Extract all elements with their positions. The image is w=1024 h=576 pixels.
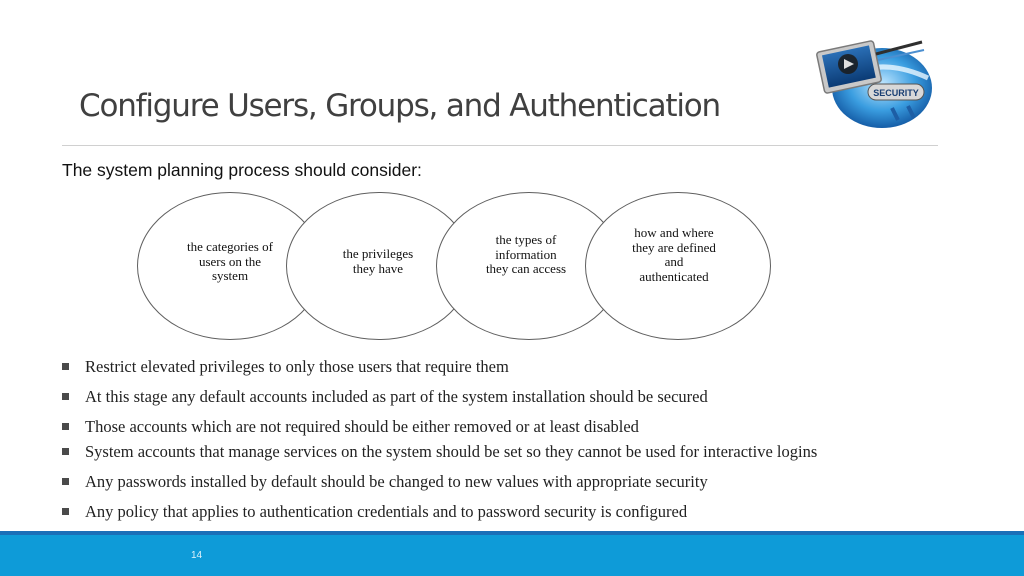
circle-text-information-types: the types of information they can access — [485, 232, 567, 276]
bullet-square-icon — [62, 393, 69, 400]
subtitle: The system planning process should consider: — [62, 160, 422, 180]
circle-text-privileges: the privileges they have — [342, 246, 414, 276]
bullet-square-icon — [62, 508, 69, 515]
bullet-text: Any passwords installed by default should be changed to new values with appropriate security — [85, 472, 708, 491]
bullet-square-icon — [62, 363, 69, 370]
bullet-text: At this stage any default accounts included as part of the system installation should be secured — [85, 387, 708, 406]
svg-text:SECURITY: SECURITY — [873, 88, 919, 98]
footer-bar — [0, 535, 1024, 576]
bullet-square-icon — [62, 478, 69, 485]
title-divider — [62, 145, 938, 146]
circle-text-user-categories: the categories of users on the system — [187, 239, 273, 283]
bullet-text: Any policy that applies to authentication credentials and to password security is configured — [85, 502, 688, 521]
security-monitor-logo-icon — [816, 24, 936, 132]
bullet-square-icon — [62, 448, 69, 455]
page-title: Configure Users, Groups, and Authentication — [79, 88, 720, 124]
bullet-text: Restrict elevated privileges to only those users that require them — [85, 357, 509, 376]
bullet-square-icon — [62, 423, 69, 430]
page-number: 14 — [191, 550, 203, 561]
circle-text-definition-location: how and where they are defined and authenticated — [632, 225, 716, 284]
bullet-text: Those accounts which are not required should be either removed or at least disabled — [85, 417, 639, 436]
bullet-text: System accounts that manage services on the system should be set so they cannot be used for interactive logins — [85, 442, 818, 461]
